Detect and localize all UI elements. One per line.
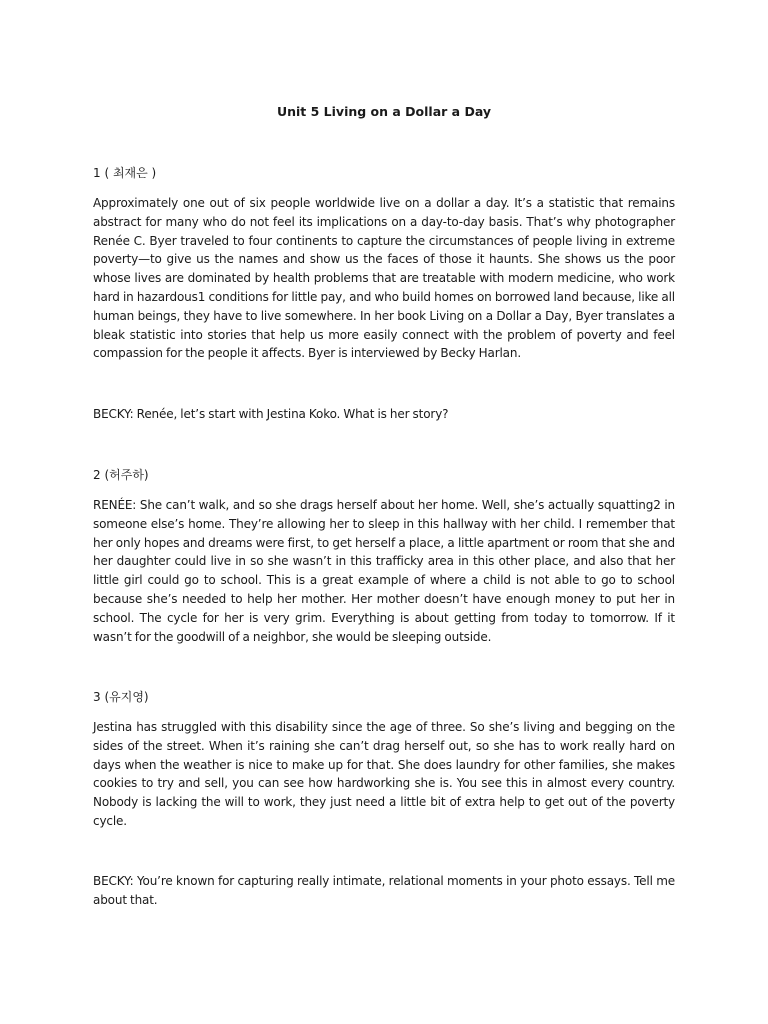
section-2-heading: 2 (허주하) xyxy=(93,468,149,482)
section-3-paragraph-2: BECKY: You’re known for capturing really intimate, relational moments in your photo essays. Tell me about that. xyxy=(93,874,675,907)
section-2-paragraph-1: RENÉE: She can’t walk, and so she drags herself about her home. Well, she’s actually squatting2 in someone else’s home. They’re allowing her to sleep in this hallway with her child. I remember that her only hopes and dreams were first, to get herself a place, a little apartment or room that she and her daughter could live in so she wasn’t in this trafficky area in this other place, and also that her little girl could go to school. This is a great example of where a child is not able to go to school because she’s needed to help her mother. Her mother doesn’t have enough money to put her in school. The cycle for her is very grim. Everything is about getting from today to tomorrow. If it wasn’t for the goodwill of a neighbor, she would be sleeping outside. xyxy=(93,498,675,644)
section-3-paragraph-1: Jestina has struggled with this disability since the age of three. So she’s living and begging on the sides of the street. When it’s raining she can’t drag herself out, so she has to work really hard on days when the weather is nice to make up for that. She does laundry for other families, she makes cookies to try and sell, you can see how hardworking she is. You see this in almost every country. Nobody is lacking the will to work, they just need a little bit of extra help to get out of the poverty cycle. xyxy=(93,720,675,828)
document-title: Unit 5 Living on a Dollar a Day xyxy=(276,104,492,119)
section-1-heading: 1 ( 최재은 ) xyxy=(93,166,157,180)
section-3-heading: 3 (유지영) xyxy=(93,690,149,704)
section-1-paragraph-2: BECKY: Renée, let’s start with Jestina Koko. What is her story? xyxy=(93,407,449,421)
section-1-paragraph-1: Approximately one out of six people worldwide live on a dollar a day. It’s a statistic that remains abstract for many who do not feel its implications on a day-to-day basis. That’s why photographer Renée C. Byer traveled to four continents to capture the circumstances of people living in extreme poverty—to give us the names and show us the faces of those it haunts. She shows us the poor whose lives are dominated by health problems that are treatable with modern medicine, who work hard in hazardous1 conditions for little pay, and who build homes on borrowed land because, like all human beings, they have to live somewhere. In her book Living on a Dollar a Day, Byer translates a bleak statistic into stories that help us more easily connect with the problem of poverty and feel compassion for the people it affects. Byer is interviewed by Becky Harlan. xyxy=(93,196,675,361)
